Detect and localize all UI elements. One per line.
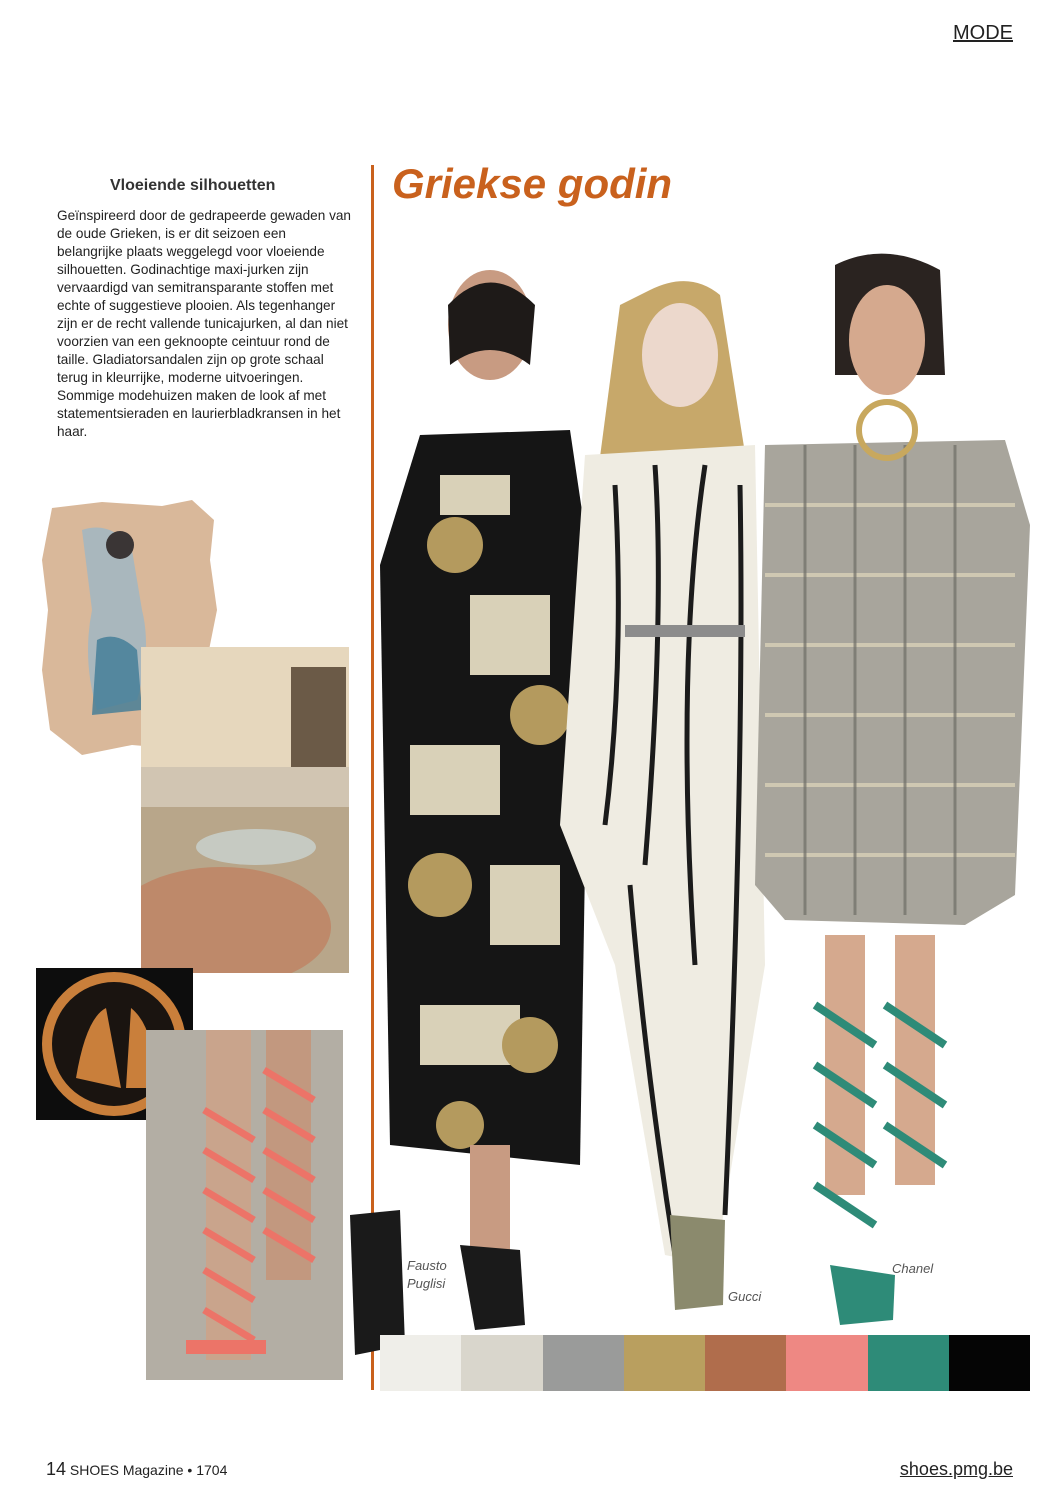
color-palette [380,1335,1030,1391]
article-body-text: Geïnspireerd door de gedrapeerde gewaden van de oude Grieken, is er dit seizoen een belangrijke plaats weggelegd voor vloeiende silhouetten. Godinachtige maxi-jurken zijn vervaardigd van semitransparante stoffen met echte of suggestieve plooien. Als tegenhanger zijn er de recht vallende tunicajurken, al dan niet voorzien van een geknoopte ceintuur rond de taille. Gladiatorsandalen zijn op grote schaal terug in kleurrijke, moderne uitvoeringen. Sommige modehuizen maken de look af met statementsieraden en laurierbladkransen in het haar. [57,208,351,439]
article-title: Griekse godin [392,160,673,207]
palette-swatch [461,1335,542,1391]
palette-swatch [380,1335,461,1391]
section-label: MODE [953,22,1013,44]
palette-swatch [949,1335,1030,1391]
model-gucci-photo [555,265,770,1325]
website-link[interactable]: shoes.pmg.be [899,1459,1013,1479]
palette-swatch [705,1335,786,1391]
palette-swatch [786,1335,867,1391]
palette-swatch [868,1335,949,1391]
page-footer-info [46,1459,227,1480]
caption-gucci: Gucci [728,1289,762,1304]
palette-swatch [543,1335,624,1391]
page-number: 14 [46,1459,67,1479]
publication-name: SHOES Magazine • 1704 [69,1462,228,1478]
palette-swatch [624,1335,705,1391]
caption-fausto-line2: Puglisi [407,1276,446,1291]
caption-fausto-line1: Fausto [407,1258,447,1273]
sandal-legs-photo [146,1030,343,1380]
caption-fausto-puglisi [407,1257,447,1293]
article-subheading: Vloeiende silhouetten [110,177,276,194]
article-body [57,207,352,441]
interior-photo [141,647,349,973]
model-chanel-photo [745,245,1030,1330]
caption-chanel: Chanel [892,1261,934,1276]
